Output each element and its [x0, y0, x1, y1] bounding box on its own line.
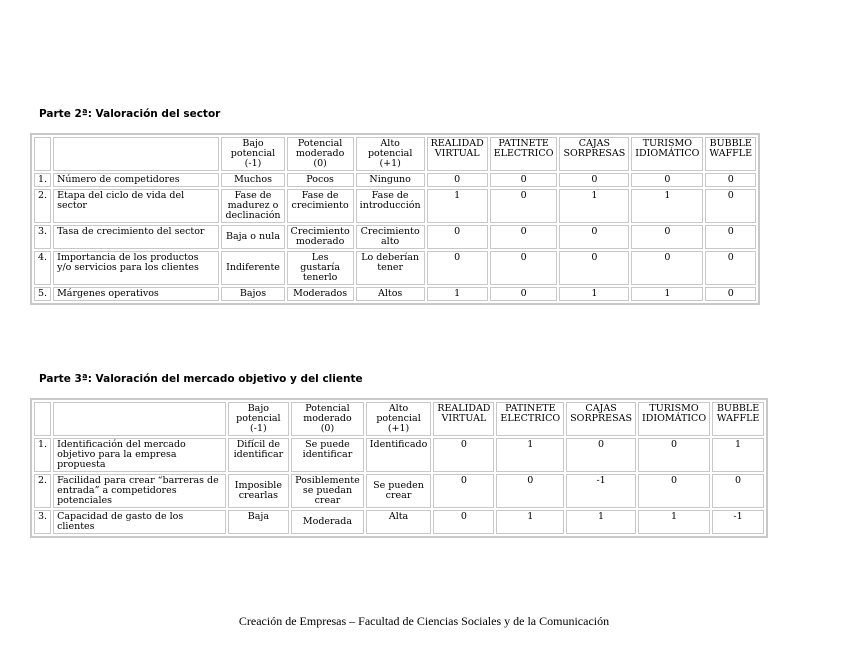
- row-high: Identificado: [366, 438, 432, 472]
- section-3-title: Parte 3ª: Valoración del mercado objetivo y del cliente: [39, 373, 363, 385]
- score-cajas-sorpresas: -1: [566, 474, 636, 508]
- score-realidad-virtual: 0: [427, 173, 488, 187]
- row-low: Imposible crearlas: [228, 474, 290, 508]
- table-row: [34, 474, 764, 508]
- row-number: 2.: [34, 474, 51, 508]
- header-mid: Potencial moderado (0): [291, 402, 364, 436]
- row-label: Etapa del ciclo de vida del sector: [53, 189, 219, 223]
- header-cajas-sorpresas: CAJAS SORPRESAS: [566, 402, 636, 436]
- header-turismo-idiomatico: TURISMO IDIOMÁTICO: [638, 402, 710, 436]
- header-blank-num: [34, 402, 51, 436]
- header-row: [34, 137, 756, 171]
- row-low: Difícil de identificar: [228, 438, 290, 472]
- score-turismo-idiomatico: 0: [631, 225, 703, 249]
- score-patinete-electrico: 1: [496, 438, 564, 472]
- row-number: 1.: [34, 438, 51, 472]
- sector-valuation-table: [30, 133, 760, 305]
- table-row: [34, 251, 756, 285]
- market-valuation-table: [30, 398, 768, 538]
- score-patinete-electrico: 0: [490, 287, 558, 301]
- row-high: Se pueden crear: [366, 474, 432, 508]
- header-blank-label: [53, 137, 219, 171]
- header-cajas-sorpresas: CAJAS SORPRESAS: [559, 137, 629, 171]
- row-low: Muchos: [221, 173, 284, 187]
- row-mid: Crecimiento moderado: [287, 225, 354, 249]
- score-turismo-idiomatico: 1: [638, 510, 710, 534]
- row-number: 1.: [34, 173, 51, 187]
- row-mid: Fase de crecimiento: [287, 189, 354, 223]
- table-row: [34, 438, 764, 472]
- table-row: [34, 173, 756, 187]
- row-low: Baja: [228, 510, 290, 534]
- table-row: [34, 510, 764, 534]
- table-row: [34, 225, 756, 249]
- row-high: Ninguno: [356, 173, 425, 187]
- header-row: [34, 402, 764, 436]
- score-bubble-waffle: 1: [712, 438, 764, 472]
- score-patinete-electrico: 0: [490, 225, 558, 249]
- row-label: Número de competidores: [53, 173, 219, 187]
- score-realidad-virtual: 1: [427, 287, 488, 301]
- score-patinete-electrico: 0: [496, 474, 564, 508]
- header-blank-num: [34, 137, 51, 171]
- score-cajas-sorpresas: 0: [566, 438, 636, 472]
- row-number: 3.: [34, 510, 51, 534]
- header-blank-label: [53, 402, 225, 436]
- score-bubble-waffle: 0: [705, 251, 756, 285]
- score-realidad-virtual: 0: [433, 474, 494, 508]
- score-cajas-sorpresas: 1: [559, 189, 629, 223]
- header-mid: Potencial moderado (0): [287, 137, 354, 171]
- row-mid: Pocos: [287, 173, 354, 187]
- score-patinete-electrico: 0: [490, 189, 558, 223]
- score-realidad-virtual: 1: [427, 189, 488, 223]
- header-low: Bajo potencial (-1): [228, 402, 290, 436]
- header-realidad-virtual: REALIDAD VIRTUAL: [427, 137, 488, 171]
- header-patinete-electrico: PATINETE ELECTRICO: [496, 402, 564, 436]
- section-2-title: Parte 2ª: Valoración del sector: [39, 108, 221, 120]
- row-low: Indiferente: [221, 251, 284, 285]
- row-mid: Moderada: [291, 510, 364, 534]
- row-number: 5.: [34, 287, 51, 301]
- score-cajas-sorpresas: 0: [559, 251, 629, 285]
- row-high: Alta: [366, 510, 432, 534]
- header-low: Bajo potencial (-1): [221, 137, 284, 171]
- score-turismo-idiomatico: 1: [631, 189, 703, 223]
- score-realidad-virtual: 0: [427, 251, 488, 285]
- header-high: Alto potencial (+1): [356, 137, 425, 171]
- score-cajas-sorpresas: 0: [559, 173, 629, 187]
- table-row: [34, 287, 756, 301]
- row-mid: Moderados: [287, 287, 354, 301]
- score-cajas-sorpresas: 1: [566, 510, 636, 534]
- row-mid: Les gustaría tenerlo: [287, 251, 354, 285]
- score-bubble-waffle: 0: [705, 287, 756, 301]
- row-number: 3.: [34, 225, 51, 249]
- row-low: Fase de madurez o declinación: [221, 189, 284, 223]
- row-label: Capacidad de gasto de los clientes: [53, 510, 225, 534]
- row-low: Baja o nula: [221, 225, 284, 249]
- row-high: Altos: [356, 287, 425, 301]
- score-bubble-waffle: 0: [705, 225, 756, 249]
- row-mid: Se puede identificar: [291, 438, 364, 472]
- header-patinete-electrico: PATINETE ELECTRICO: [490, 137, 558, 171]
- score-cajas-sorpresas: 0: [559, 225, 629, 249]
- row-mid: Posiblemente se puedan crear: [291, 474, 364, 508]
- score-patinete-electrico: 1: [496, 510, 564, 534]
- score-bubble-waffle: 0: [705, 173, 756, 187]
- row-low: Bajos: [221, 287, 284, 301]
- score-realidad-virtual: 0: [427, 225, 488, 249]
- row-label: Importancia de los productos y/o servicios para los clientes: [53, 251, 219, 285]
- header-bubble-waffle: BUBBLE WAFFLE: [705, 137, 756, 171]
- row-number: 4.: [34, 251, 51, 285]
- header-high: Alto potencial (+1): [366, 402, 432, 436]
- row-label: Márgenes operativos: [53, 287, 219, 301]
- score-turismo-idiomatico: 0: [631, 251, 703, 285]
- row-high: Fase de introducción: [356, 189, 425, 223]
- score-turismo-idiomatico: 0: [638, 474, 710, 508]
- page-footer: Creación de Empresas – Facultad de Ciencias Sociales y de la Comunicación: [238, 614, 610, 628]
- row-label: Identificación del mercado objetivo para la empresa propuesta: [53, 438, 225, 472]
- header-turismo-idiomatico: TURISMO IDIOMÁTICO: [631, 137, 703, 171]
- header-realidad-virtual: REALIDAD VIRTUAL: [433, 402, 494, 436]
- row-label: Tasa de crecimiento del sector: [53, 225, 219, 249]
- score-turismo-idiomatico: 0: [638, 438, 710, 472]
- row-number: 2.: [34, 189, 51, 223]
- score-bubble-waffle: 0: [705, 189, 756, 223]
- score-patinete-electrico: 0: [490, 251, 558, 285]
- score-bubble-waffle: -1: [712, 510, 764, 534]
- header-bubble-waffle: BUBBLE WAFFLE: [712, 402, 764, 436]
- score-realidad-virtual: 0: [433, 510, 494, 534]
- row-high: Lo deberían tener: [356, 251, 425, 285]
- score-bubble-waffle: 0: [712, 474, 764, 508]
- score-cajas-sorpresas: 1: [559, 287, 629, 301]
- table-row: [34, 189, 756, 223]
- row-label: Facilidad para crear “barreras de entrada” a competidores potenciales: [53, 474, 225, 508]
- row-high: Crecimiento alto: [356, 225, 425, 249]
- score-realidad-virtual: 0: [433, 438, 494, 472]
- score-turismo-idiomatico: 1: [631, 287, 703, 301]
- score-patinete-electrico: 0: [490, 173, 558, 187]
- score-turismo-idiomatico: 0: [631, 173, 703, 187]
